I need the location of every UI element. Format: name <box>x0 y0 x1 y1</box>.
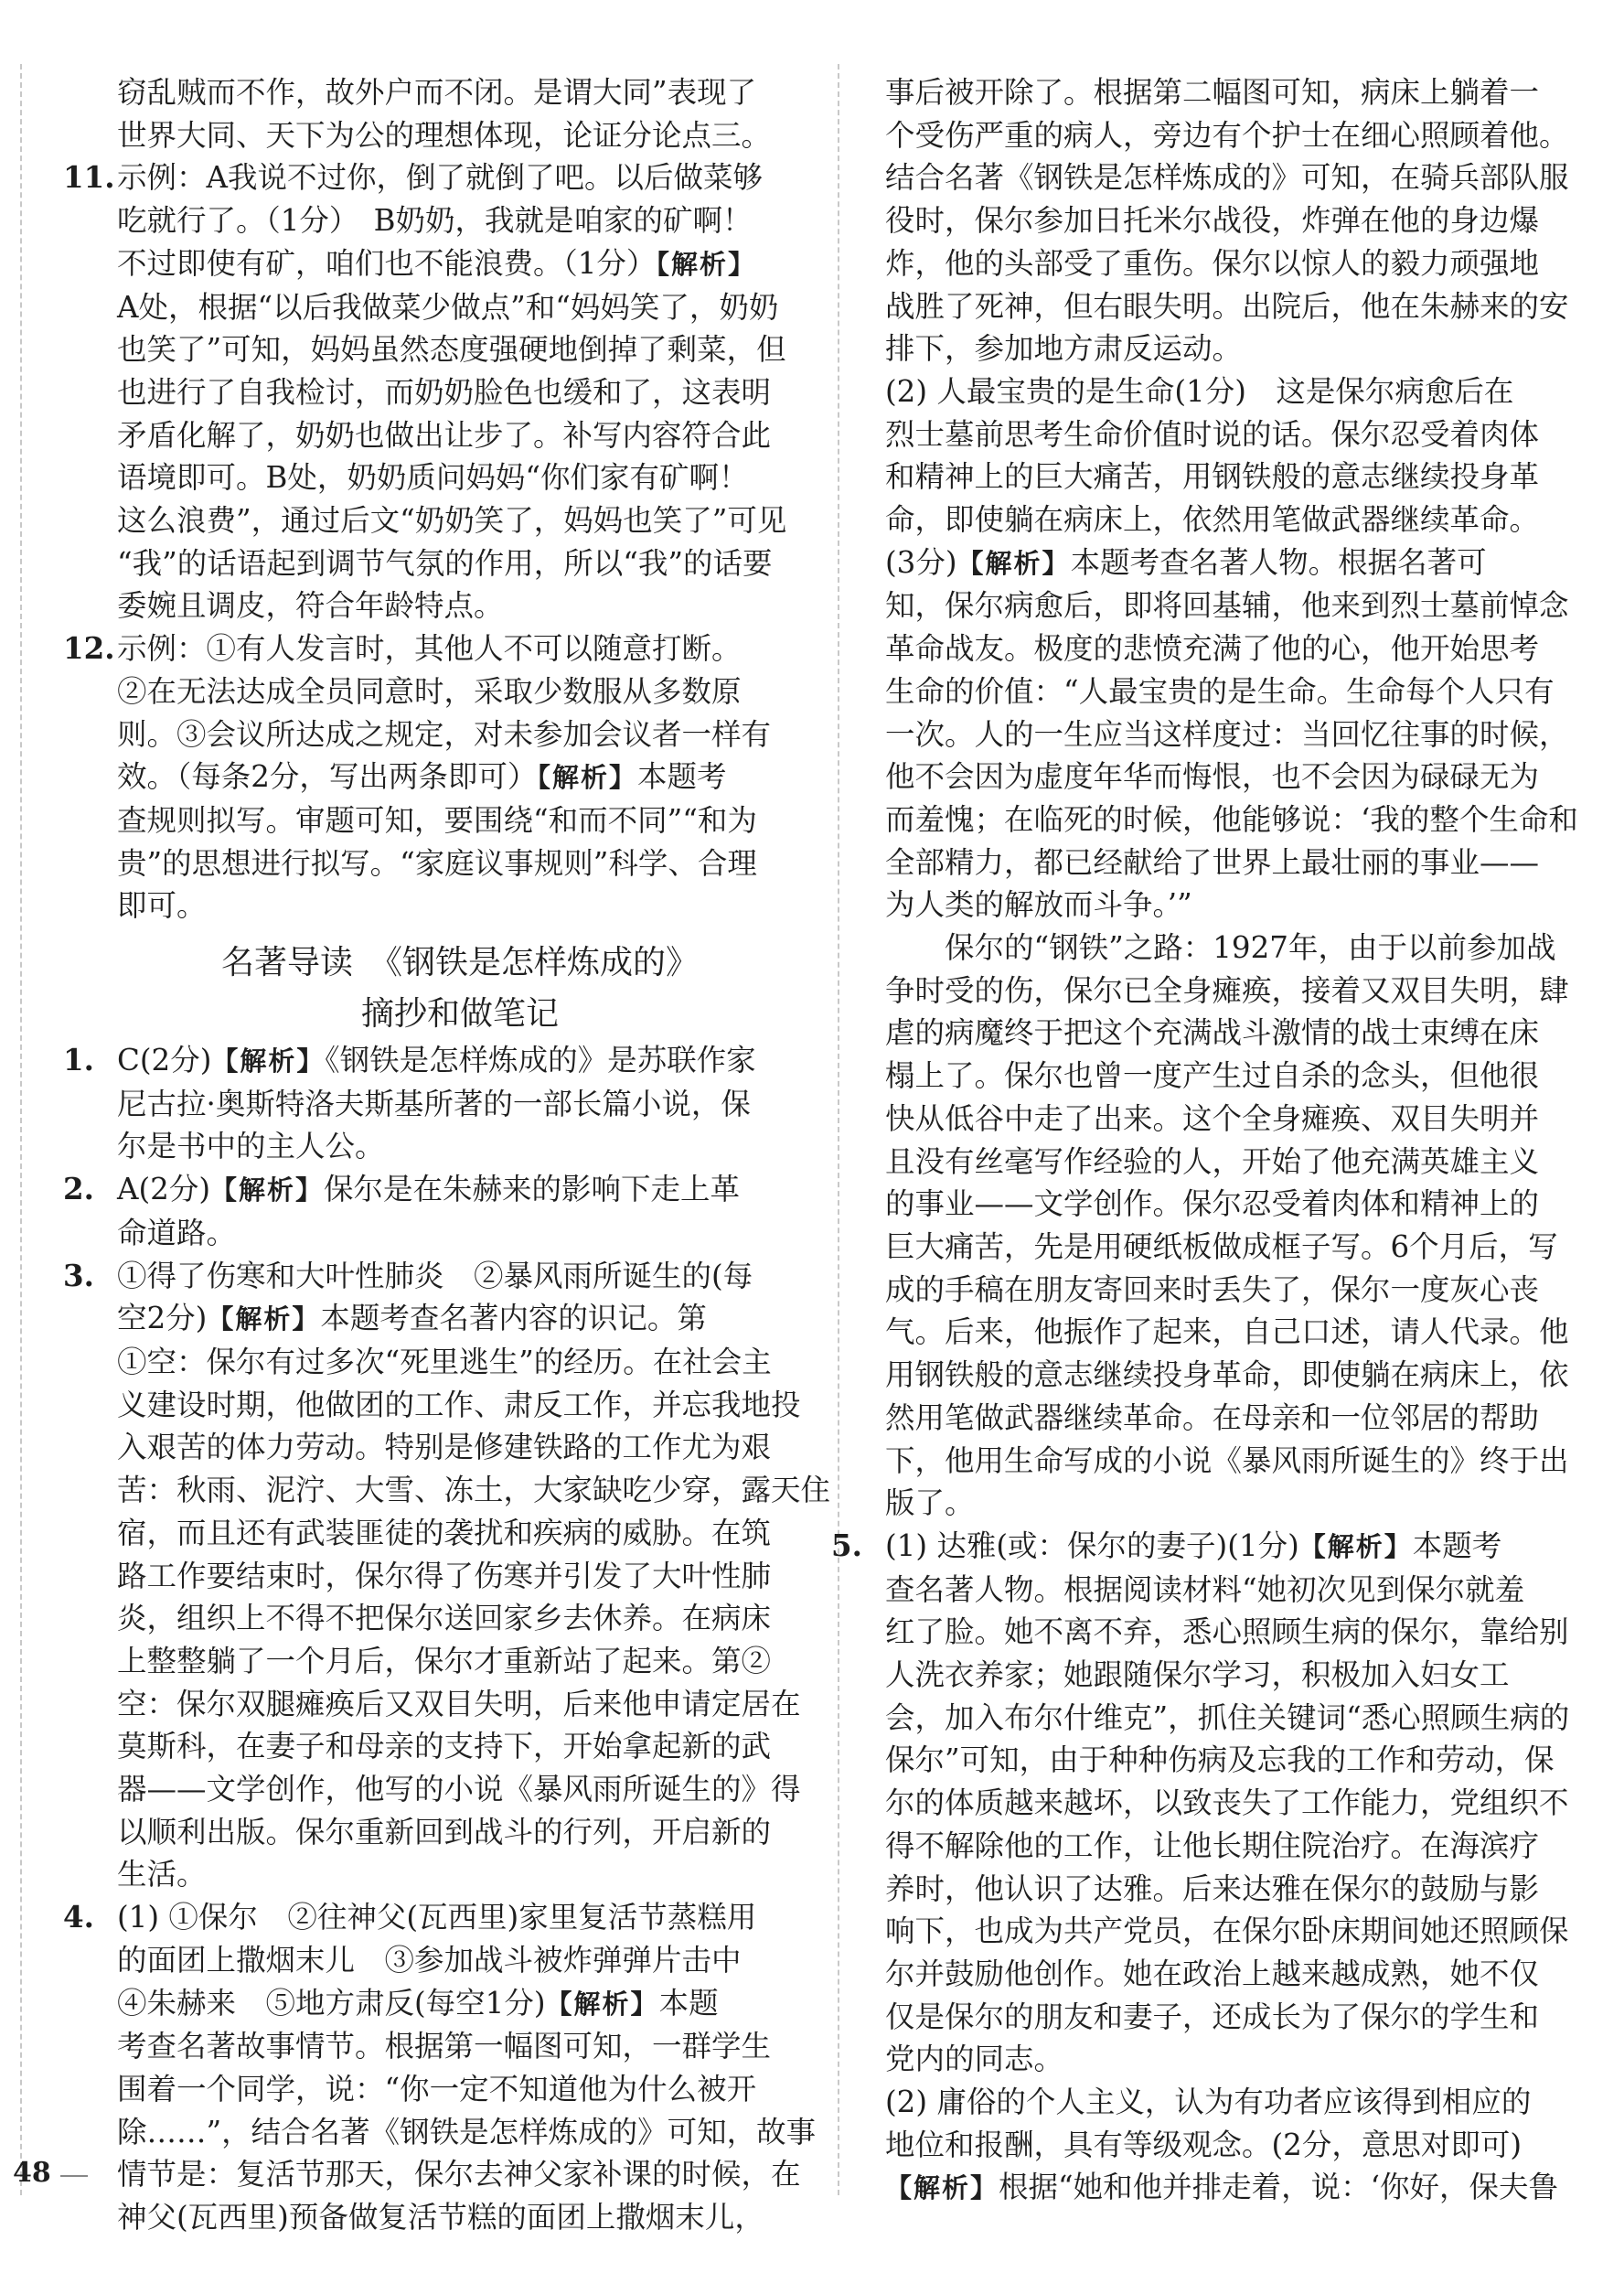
text-line: 义建设时期，他做团的工作、肃反工作，并忘我地投 <box>117 1387 801 1422</box>
text-line: 委婉且调皮，符合年龄特点。 <box>117 588 504 624</box>
text-line: 尔并鼓励他创作。她在政治上越来越成熟，她不仅 <box>885 1956 1540 1991</box>
text-line: 示例：①有人发言时，其他人不可以随意打断。 <box>117 631 742 667</box>
right-column <box>831 71 1578 2210</box>
text-line: 炸，他的头部受了重伤。保尔以惊人的毅力顽强地 <box>885 245 1540 281</box>
analysis-label: 【解析】 <box>211 1045 326 1077</box>
left-column <box>63 71 831 2239</box>
text-line: 本题考 <box>1412 1528 1502 1563</box>
text-line: 地位和报酬，具有等级观念。(2分，意思对即可) <box>885 2127 1522 2162</box>
text-line: 器——文学创作，他写的小说《暴风雨所诞生的》得 <box>117 1772 801 1807</box>
analysis-label: 【解析】 <box>656 248 756 280</box>
analysis-label: 【解析】 <box>537 762 637 794</box>
text-line: 仅是保尔的朋友和妻子，还成长为了保尔的学生和 <box>885 1999 1540 2034</box>
page-number: 48 <box>13 2157 51 2189</box>
text-line: 排下，参加地方肃反运动。 <box>885 331 1243 367</box>
text-line: 气。后来，他振作了起来，自己口述，请人代录。他 <box>885 1314 1569 1350</box>
text-line: 查名著人物。根据阅读材料“她初次见到保尔就羞 <box>885 1571 1525 1607</box>
analysis-label: 【解析】 <box>956 547 1071 579</box>
question-number: 2. <box>63 1171 94 1207</box>
question-number: 1. <box>63 1042 94 1078</box>
question-number: 5. <box>831 1527 862 1563</box>
text-line: 根据“她和他并排走着，说：‘你好，保夫鲁 <box>999 2170 1558 2205</box>
text-line: 本题 <box>658 1985 719 2021</box>
text-line: 矛盾化解了，奶奶也做出让步了。补写内容符合此 <box>117 417 772 453</box>
question-number: 11. <box>63 159 115 196</box>
text-line: 查规则拟写。审题可知，要围绕“和而不同”“和为 <box>117 802 757 838</box>
text-line: 生活。 <box>117 1857 207 1892</box>
text-line: 榻上了。保尔也曾一度产生过自杀的念头，但他很 <box>885 1058 1540 1094</box>
text-line: 神父(瓦西里)预备做复活节糕的面团上撒烟末儿， <box>117 2200 764 2235</box>
text-line: 一次。人的一生应当这样度过：当回忆往事的时候， <box>885 716 1569 752</box>
page-number-rule <box>60 2175 88 2177</box>
text-line: 成的手稿在朋友寄回来时丢失了，保尔一度灰心丧 <box>885 1271 1540 1307</box>
text-line: 命，即使躺在病床上，依然用笔做武器继续革命。 <box>885 502 1540 538</box>
text-line: 下，他用生命写成的小说《暴风雨所诞生的》终于出 <box>885 1442 1569 1478</box>
text-line: 本题考 <box>636 759 727 795</box>
text-line: 空2分) <box>117 1301 208 1336</box>
text-line: 和精神上的巨大痛苦，用钢铁般的意志继续投身革 <box>885 459 1540 495</box>
question-number: 12. <box>63 630 115 667</box>
text-line: 的事业——文学创作。保尔忍受着肉体和精神上的 <box>885 1186 1540 1222</box>
answer-11 <box>63 156 803 627</box>
text-line: 争时受的伤，保尔已全身瘫痪，接着又双目失明，肆 <box>885 972 1569 1008</box>
answer-5 <box>831 1525 1573 2210</box>
analysis-label: 【解析】 <box>207 1303 321 1335</box>
text-line: 莫斯科，在妻子和母亲的支持下，开始拿起新的武 <box>117 1729 772 1764</box>
question-number: 3. <box>63 1257 94 1293</box>
text-line: 役时，保尔参加日托米尔战役，炸弹在他的身边爆 <box>885 203 1540 239</box>
text-line: 本题考查名著人物。根据名著可 <box>1070 544 1487 580</box>
question-number: 4. <box>63 1899 94 1935</box>
text-line: 世界大同、天下为公的理想体现，论证分论点三。 <box>117 117 772 153</box>
analysis-label: 【解析】 <box>885 2172 999 2204</box>
steel-road-paragraph <box>885 927 1573 1525</box>
text-line: 个受伤严重的病人，旁边有个护士在细心照顾着他。 <box>885 117 1569 153</box>
text-line: 养时，他认识了达雅。后来达雅在保尔的鼓励与影 <box>885 1871 1540 1906</box>
text-line: ②在无法达成全员同意时，采取少数服从多数原 <box>117 673 742 709</box>
answer-4-continued <box>885 71 1578 927</box>
text-line: 会，加入布尔什维克”，抓住关键词“悉心照顾生病的 <box>885 1699 1570 1735</box>
text-line: 的面团上撒烟末儿 ③参加战斗被炸弹弹片击中 <box>117 1942 742 1978</box>
text-line: “我”的话语起到调节气氛的作用，所以“我”的话要 <box>117 545 773 581</box>
answer-12 <box>63 627 803 927</box>
text-line: (2) 人最宝贵的是生命(1分) 这是保尔病愈后在 <box>885 373 1514 409</box>
text-line: 围着一个同学，说：“你一定不知道他为什么被开 <box>117 2071 757 2106</box>
text-line: 用钢铁般的意志继续投身革命，即使躺在病床上，依 <box>885 1357 1569 1393</box>
text-line: 为人类的解放而斗争。’” <box>885 887 1192 923</box>
text-line: 战胜了死神，但右眼失明。出院后，他在朱赫来的安 <box>885 288 1569 324</box>
text-line: 路工作要结束时，保尔得了伤寒并引发了大叶性肺 <box>117 1558 772 1593</box>
text-line: 生命的价值：“人最宝贵的是生命。生命每个人只有 <box>885 673 1555 709</box>
text-line: A处，根据“以后我做菜少做点”和“妈妈笑了，奶奶 <box>117 289 779 325</box>
text-line: 尔的体质越来越坏，以致丧失了工作能力，党组织不 <box>885 1785 1569 1821</box>
text-line: 保尔”可知，由于种种伤病及忘我的工作和劳动，保 <box>885 1742 1555 1778</box>
text-line: 《钢铁是怎样炼成的》是苏联作家 <box>325 1043 756 1078</box>
text-line: 以顺利出版。保尔重新回到战斗的行列，开启新的 <box>117 1814 772 1849</box>
text-line: 效。（每条2分，写出两条即可） <box>117 759 538 795</box>
text-line: 除……”，结合名著《钢铁是怎样炼成的》可知，故事 <box>117 2114 817 2149</box>
text-line: 即可。 <box>117 888 207 924</box>
text-line: 宿，而且还有武装匪徒的袭扰和疾病的威胁。在筑 <box>117 1515 772 1550</box>
text-line: 知，保尔病愈后，即将回基辅，他来到烈士墓前悼念 <box>885 588 1569 624</box>
text-line: 他不会因为虚度年华而悔恨，也不会因为碌碌无为 <box>885 759 1540 795</box>
text-line: 保尔的“钢铁”之路：1927年，由于以前参加战 <box>945 930 1556 966</box>
text-line: 入艰苦的体力劳动。特别是修建铁路的工作尤为艰 <box>117 1430 772 1465</box>
text-line: 巨大痛苦，先是用硬纸板做成框子写。6个月后，写 <box>885 1228 1558 1264</box>
text-line: 烈士墓前思考生命价值时说的话。保尔忍受着肉体 <box>885 416 1540 452</box>
text-line: 贵”的思想进行拟写。“家庭议事规则”科学、合理 <box>117 845 757 881</box>
text-line: 响下，也成为共产党员，在保尔卧床期间她还照顾保 <box>885 1913 1569 1949</box>
text-line: (3分) <box>885 544 957 580</box>
answer-3 <box>63 1255 831 1897</box>
text-line: 也进行了自我检讨，而奶奶脸色也缓和了，这表明 <box>117 374 772 410</box>
text-line: 且没有丝毫写作经验的人，开始了他充满英雄主义 <box>885 1143 1540 1179</box>
text-line: 苦：秋雨、泥泞、大雪、冻土，大家缺吃少穿，露天住 <box>117 1473 831 1508</box>
answer-2 <box>63 1168 803 1254</box>
text-line: 情节是：复活节那天，保尔去神父家补课的时候，在 <box>117 2157 801 2192</box>
analysis-label: 【解析】 <box>210 1174 325 1206</box>
analysis-label: 【解析】 <box>545 1988 659 2020</box>
text-line: 考查名著故事情节。根据第一幅图可知，一群学生 <box>117 2029 772 2064</box>
text-line: ①得了伤寒和大叶性肺炎 ②暴风雨所诞生的(每 <box>117 1258 753 1293</box>
text-line: 然用笔做武器继续革命。在母亲和一位邻居的帮助 <box>885 1399 1540 1435</box>
text-line: 命道路。 <box>117 1215 237 1250</box>
text-line: 结合名著《钢铁是怎样炼成的》可知，在骑兵部队服 <box>885 160 1569 196</box>
text-line: 空：保尔双腿瘫痪后又双目失明，后来他申请定居在 <box>117 1686 801 1721</box>
text-line: 不过即使有矿，咱们也不能浪费。（1分） <box>117 245 657 281</box>
column-divider-left <box>20 64 22 2195</box>
text-line: 窃乱贼而不作，故外户而不闭。是谓大同”表现了 <box>117 75 757 110</box>
section-title: 名著导读 《钢铁是怎样炼成的》 <box>220 944 699 982</box>
text-line: 炎，组织上不得不把保尔送回家乡去休养。在病床 <box>117 1601 772 1636</box>
text-line: (1) ①保尔 ②往神父(瓦西里)家里复活节蒸糕用 <box>117 1900 757 1935</box>
section-subtitle: 摘抄和做笔记 <box>360 995 559 1034</box>
analysis-label: 【解析】 <box>1298 1530 1413 1562</box>
text-line: ①空：保尔有过多次“死里逃生”的经历。在社会主 <box>117 1344 772 1379</box>
text-line: 快从低谷中走了出来。这个全身瘫痪、双目失明并 <box>885 1100 1540 1136</box>
text-line: 党内的同志。 <box>885 2042 1064 2077</box>
text-line: 红了脸。她不离不弃，悉心照顾生病的保尔，靠给别 <box>885 1614 1569 1650</box>
text-line: 吃就行了。（1分） B奶奶，我就是咱家的矿啊！ <box>117 203 753 239</box>
text-line: 上整整躺了一个月后，保尔才重新站了起来。第② <box>117 1643 772 1678</box>
text-line: 得不解除他的工作，让他长期住院治疗。在海滨疗 <box>885 1828 1540 1863</box>
text-line: C(2分) <box>117 1043 212 1078</box>
text-line: 也笑了”可知，妈妈虽然态度强硬地倒掉了剩菜，但 <box>117 332 786 368</box>
text-line: 则。③会议所达成之规定，对未参加会议者一样有 <box>117 716 772 752</box>
text-line: 尔是书中的主人公。 <box>117 1129 385 1164</box>
answer-4 <box>63 1896 817 2239</box>
text-line: (2) 庸俗的个人主义，认为有功者应该得到相应的 <box>885 2085 1532 2120</box>
answer-1 <box>63 1039 803 1168</box>
text-line: 语境即可。B处，奶奶质问妈妈“你们家有矿啊！ <box>117 460 749 496</box>
text-line: A(2分) <box>117 1172 211 1207</box>
text-line: 而羞愧；在临死的时候，他能够说：‘我的整个生命和 <box>885 801 1578 837</box>
text-line: 保尔是在朱赫来的影响下走上革 <box>324 1172 741 1207</box>
text-line: 人洗衣养家；她跟随保尔学习，积极加入妇女工 <box>885 1657 1510 1693</box>
text-line: 虐的病魔终于把这个充满战斗激情的战士束缚在床 <box>885 1015 1540 1051</box>
text-line: 尼古拉·奥斯特洛夫斯基所著的一部长篇小说，保 <box>117 1086 751 1121</box>
text-line: ④朱赫来 ⑤地方肃反(每空1分) <box>117 1985 546 2021</box>
text-line: (1) 达雅(或：保尔的妻子)(1分) <box>885 1528 1299 1563</box>
column-divider-middle <box>838 64 839 2195</box>
text-line: 示例：A我说不过你，倒了就倒了吧。以后做菜够 <box>117 160 763 196</box>
text-line: 全部精力，都已经献给了世界上最壮丽的事业—— <box>885 844 1540 880</box>
text-line: 版了。 <box>885 1485 975 1521</box>
text-line: 事后被开除了。根据第二幅图可知，病床上躺着一 <box>885 75 1540 110</box>
text-line: 革命战友。极度的悲愤充满了他的心，他开始思考 <box>885 631 1540 667</box>
text-line: 本题考查名著内容的识记。第 <box>320 1301 707 1336</box>
text-line: 这么浪费”，通过后文“奶奶笑了，妈妈也笑了”可见 <box>117 503 787 539</box>
